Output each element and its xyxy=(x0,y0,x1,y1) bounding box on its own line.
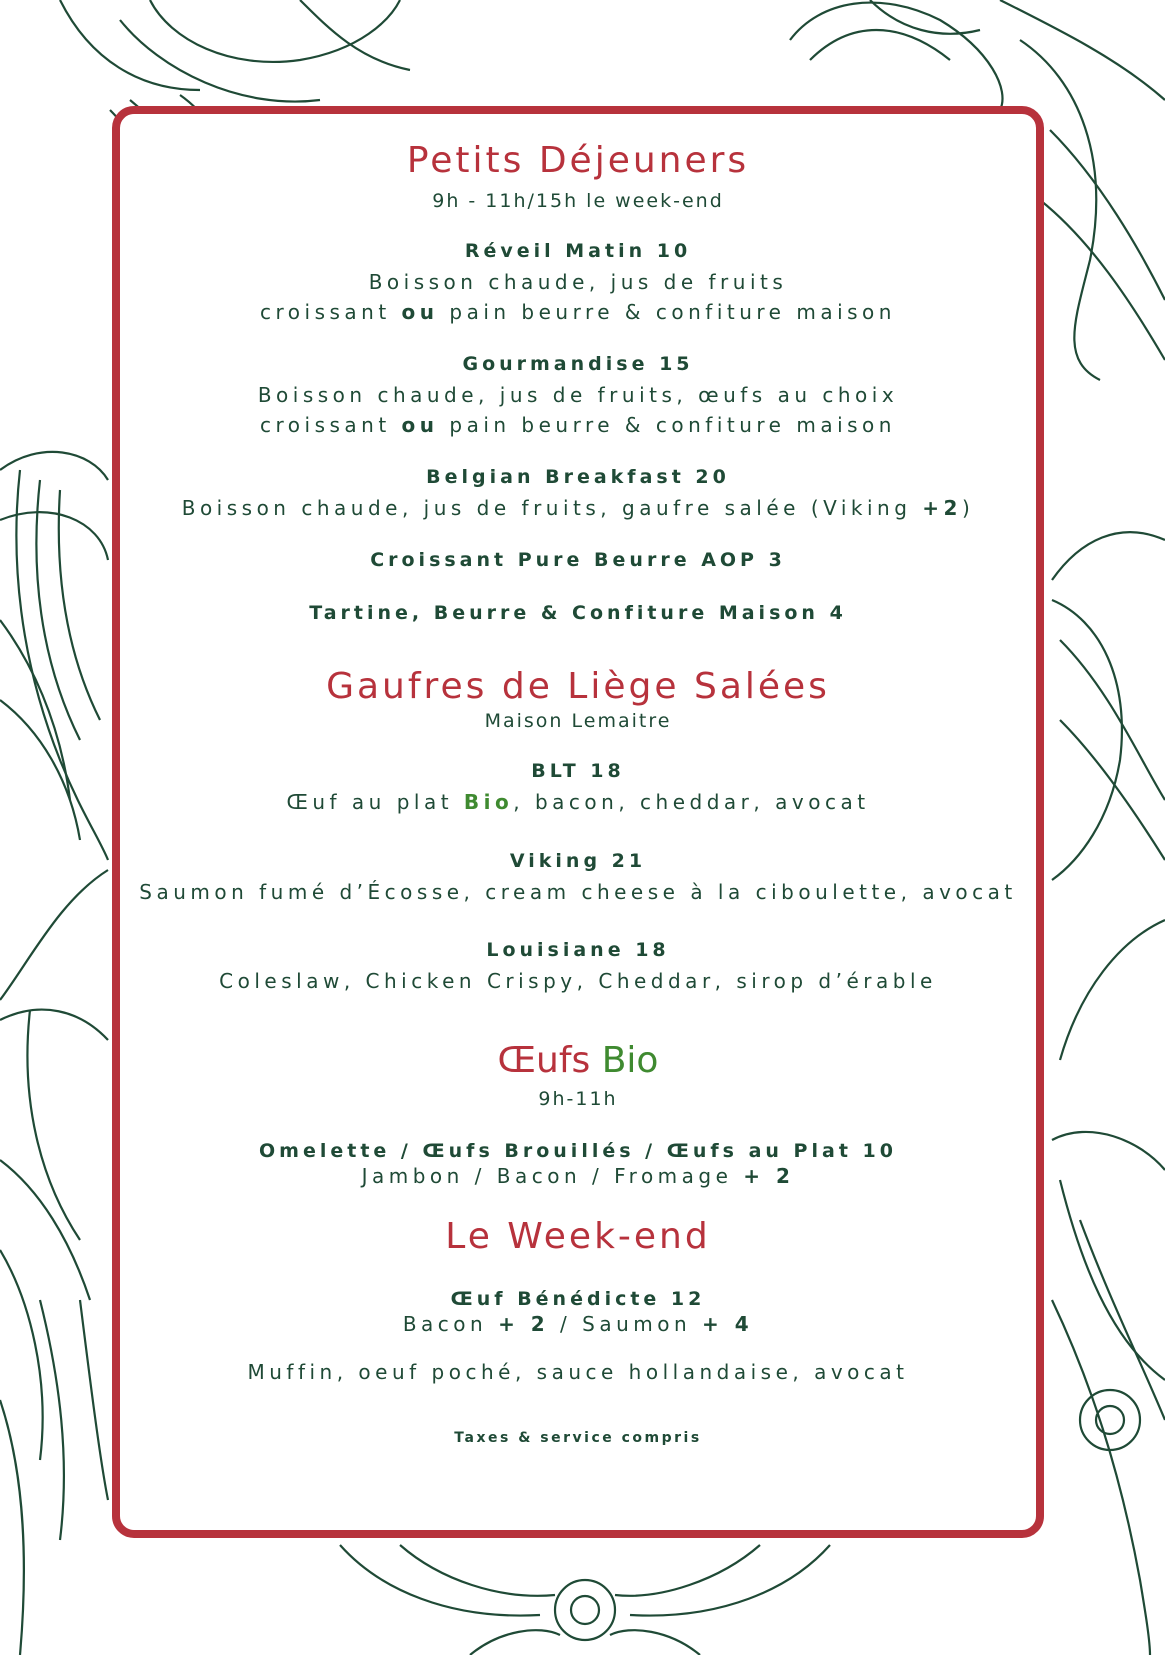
section-title-breakfast: Petits Déjeuners xyxy=(406,140,750,181)
footer-note: Taxes & service compris xyxy=(454,1430,702,1446)
flower-bottom-illustration xyxy=(340,1545,830,1655)
item-blt-desc: Œuf au plat Bio, bacon, cheddar, avocat xyxy=(286,790,870,814)
bio-label: Bio xyxy=(463,790,514,814)
item-reveil-matin: Réveil Matin 10 xyxy=(464,240,692,262)
breakfast-hours: 9h - 11h/15h le week-end xyxy=(432,190,724,212)
item-viking: Viking 21 xyxy=(509,850,647,872)
item-belgian-breakfast-desc: Boisson chaude, jus de fruits, gaufre salée (Viking +2) xyxy=(181,496,975,520)
item-oeuf-benedicte-options: Bacon + 2 / Saumon + 4 xyxy=(402,1312,754,1336)
section-title-oeufs: Œufs Bio xyxy=(497,1040,659,1081)
item-oeufs: Omelette / Œufs Brouillés / Œufs au Plat 10 xyxy=(259,1140,897,1162)
item-louisiane: Louisiane 18 xyxy=(486,939,670,961)
flower-left-illustration xyxy=(0,452,108,1655)
item-belgian-breakfast: Belgian Breakfast 20 xyxy=(426,466,730,488)
menu-card xyxy=(112,106,1044,1538)
flower-right-illustration xyxy=(1052,532,1165,1655)
item-oeufs-options: Jambon / Bacon / Fromage + 2 xyxy=(361,1164,795,1188)
item-viking-desc: Saumon fumé d’Écosse, cream cheese à la ciboulette, avocat xyxy=(139,880,1017,904)
item-oeuf-benedicte-desc: Muffin, oeuf poché, sauce hollandaise, avocat xyxy=(247,1360,909,1384)
item-blt: BLT 18 xyxy=(531,760,625,782)
item-oeuf-benedicte: Œuf Bénédicte 12 xyxy=(450,1288,706,1310)
item-reveil-matin-desc-1: Boisson chaude, jus de fruits xyxy=(368,270,788,294)
item-louisiane-desc: Coleslaw, Chicken Crispy, Cheddar, sirop d’érable xyxy=(219,969,937,993)
item-gourmandise: Gourmandise 15 xyxy=(462,353,694,375)
item-croissant: Croissant Pure Beurre AOP 3 xyxy=(370,549,786,571)
gaufres-subtitle: Maison Lemaitre xyxy=(484,710,672,732)
item-tartine: Tartine, Beurre & Confiture Maison 4 xyxy=(309,602,847,624)
item-gourmandise-desc-1: Boisson chaude, jus de fruits, œufs au choix xyxy=(257,383,899,407)
section-title-weekend: Le Week-end xyxy=(445,1216,711,1257)
section-title-gaufres: Gaufres de Liège Salées xyxy=(326,666,830,707)
oeufs-hours: 9h-11h xyxy=(538,1088,618,1110)
item-reveil-matin-desc-2: croissant ou pain beurre & confiture maison xyxy=(260,300,896,324)
item-gourmandise-desc-2: croissant ou pain beurre & confiture maison xyxy=(260,413,896,437)
